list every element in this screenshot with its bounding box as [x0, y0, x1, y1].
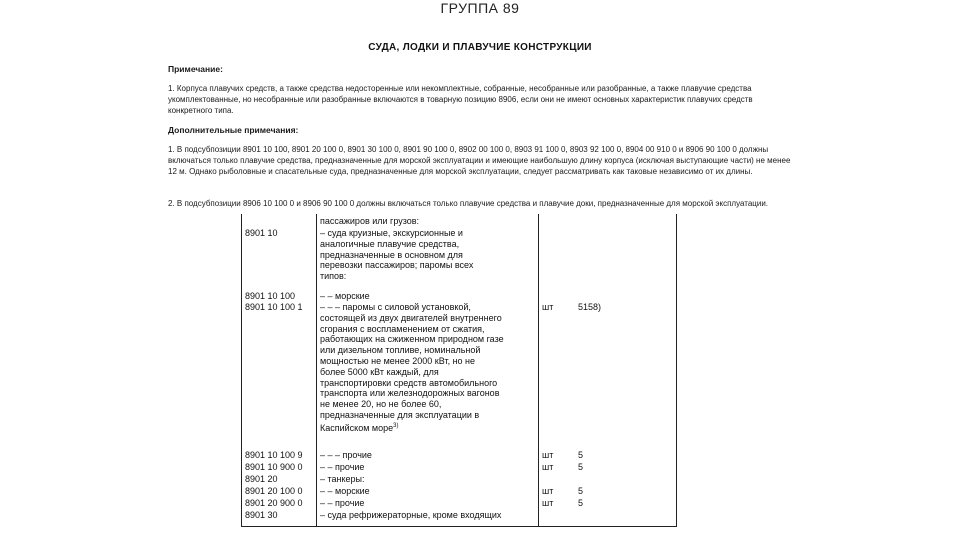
code-cell: 8901 10	[245, 228, 278, 238]
chapter-title: СУДА, ЛОДКИ И ПЛАВУЧИЕ КОНСТРУКЦИИ	[368, 42, 592, 53]
unit-cell: шт	[542, 302, 554, 312]
rate-cell: 5	[578, 450, 584, 460]
note-paragraph-1: 1. Корпуса плавучих средств, а также средства недосторенные или некомплектные, собранные, несобранные или разобранные, а также плавучие средства укомплектованные, но несобранные или разобранные включаются в товарную позицию 8906, если они не имеют основных характеристик плавучих средств конкретного типа.	[168, 84, 753, 115]
column-divider	[538, 214, 539, 526]
description-cell	[320, 302, 535, 434]
description-cell: – суда круизные, экскурсионные и аналогичные плавучие средства, предназначенные в основном для перевозки пассажиров; паромы всех типов:	[320, 228, 474, 282]
code-cell: 8901 10 100 9	[245, 450, 303, 460]
rate-cell: 5	[578, 486, 584, 496]
code-cell: 8901 10 900 0	[245, 462, 303, 472]
additional-note-1: 1. В подсубпозиции 8901 10 100, 8901 20 100 0, 8901 30 100 0, 8901 90 100 0, 8902 00 100 0, 8903 91 100 0, 8903 92 100 0, 8904 00 910 0 и 8906 90 100 0 должны включаться только плавучие средства, предназначенные для морской эксплуатации и имеющие наибольшую длину корпуса (исключая выступающие части) не менее 12 м. Однако рыболовные и спасательные суда, предназначенные для морской эксплуатации, следует рассматривать как таковые независимо от их длины.	[168, 145, 791, 176]
note-heading: Примечание:	[168, 64, 223, 74]
code-cell: 8901 30	[245, 510, 278, 520]
rate-cell: 5	[578, 498, 584, 508]
unit-cell: шт	[542, 450, 554, 460]
description-cell: – танкеры:	[320, 474, 365, 484]
column-divider	[316, 214, 317, 526]
footnote-ref: 3)	[393, 422, 399, 429]
code-cell: 8901 10 100	[245, 291, 296, 301]
description-cell: – – – прочие	[320, 450, 372, 460]
additional-notes-heading: Дополнительные примечания:	[168, 125, 299, 135]
code-cell: 8901 20	[245, 474, 278, 484]
unit-cell: шт	[542, 498, 554, 508]
code-cell: 8901 20 100 0	[245, 486, 303, 496]
description-text: – – – паромы с силовой установкой, состоящей из двух двигателей внутреннего сгорания с воспламенением от сжатия, работающих на сжиженном природном газе или дизельном топливе, номинальной мощностью не менее 2000 кВт, но не более 5000 кВт каждый, для транспортировки средств автомобильного транспорта или железнодорожных вагонов не менее 20, но не более 60, предназначенные для эксплуатации в Каспийском море	[320, 302, 504, 433]
description-cell: – суда рефрижераторные, кроме входящих	[320, 510, 502, 520]
code-cell: 8901 10 100 1	[245, 302, 303, 312]
tariff-table	[241, 214, 677, 527]
description-cell: – – морские	[320, 291, 370, 301]
unit-cell: шт	[542, 486, 554, 496]
description-cell: – – прочие	[320, 462, 365, 472]
description-cell: – – прочие	[320, 498, 365, 508]
description-cell: пассажиров или грузов:	[320, 216, 420, 226]
rate-cell: 5158)	[578, 302, 602, 312]
description-cell: – – морские	[320, 486, 370, 496]
group-title: ГРУППА 89	[440, 0, 520, 16]
additional-note-2: 2. В подсубпозиции 8906 10 100 0 и 8906 90 100 0 должны включаться только плавучие средства и плавучие доки, предназначенные для морской эксплуатации.	[168, 199, 769, 208]
code-cell: 8901 20 900 0	[245, 498, 303, 508]
rate-cell: 5	[578, 462, 584, 472]
unit-cell: шт	[542, 462, 554, 472]
